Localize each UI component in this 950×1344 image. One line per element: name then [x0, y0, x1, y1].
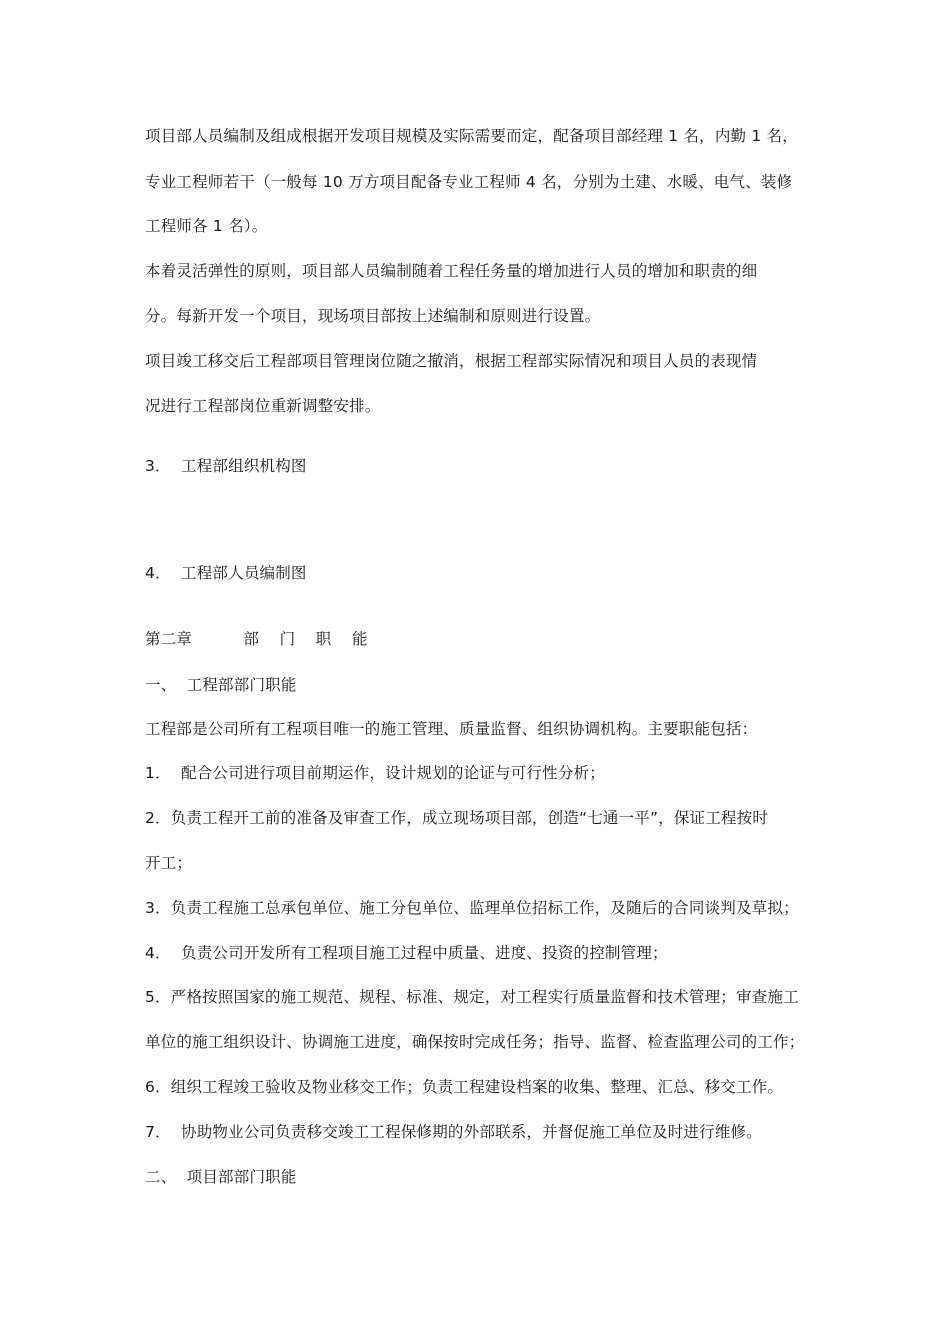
subsection-heading-engineering: 一、 工程部部门职能 — [145, 676, 297, 694]
duty-item-5-line-2: 单位的施工组织设计、协调施工进度，确保按时完成任务；指导、监督、检查监理公司的工作； — [145, 1033, 805, 1051]
paragraph-staffing-line-3: 工程师各 1 名）。 — [145, 217, 268, 235]
subsection-heading-project-dept: 二、 项目部部门职能 — [145, 1168, 297, 1186]
paragraph-flexibility-line-2: 分。每新开发一个项目，现场项目部按上述编制和原则进行设置。 — [145, 307, 601, 325]
duty-item-1: 1． 配合公司进行项目前期运作，设计规划的论证与可行性分析； — [145, 764, 605, 782]
duty-item-2-line-1: 2．负责工程开工前的准备及审查工作，成立现场项目部，创造“七通一平”，保证工程按时 — [145, 809, 769, 827]
duty-item-3: 3．负责工程施工总承包单位、施工分包单位、监理单位招标工作，及随后的合同谈判及草拟； — [145, 899, 799, 917]
section-heading-staffing-chart: 4． 工程部人员编制图 — [145, 564, 307, 582]
paragraph-staffing-line-1: 项目部人员编制及组成根据开发项目规模及实际需要而定，配备项目部经理 1 名，内勤 1 名， — [145, 127, 798, 145]
duty-item-2-line-2: 开工； — [145, 854, 193, 872]
duty-item-5-line-1: 5．严格按照国家的施工规范、规程、标准、规定，对工程实行质量监督和技术管理；审查施工 — [145, 988, 799, 1006]
paragraph-handover-line-2: 况进行工程部岗位重新调整安排。 — [145, 397, 381, 415]
duty-item-7: 7． 协助物业公司负责移交竣工工程保修期的外部联系，并督促施工单位及时进行维修。 — [145, 1123, 762, 1141]
chapter-heading: 第二章 部 门 职 能 — [145, 630, 368, 648]
section-heading-org-chart: 3． 工程部组织机构图 — [145, 457, 307, 475]
duty-item-6: 6．组织工程竣工验收及物业移交工作；负责工程建设档案的收集、整理、汇总、移交工作。 — [145, 1078, 784, 1096]
paragraph-handover-line-1: 项目竣工移交后工程部项目管理岗位随之撤消，根据工程部实际情况和项目人员的表现情 — [145, 352, 758, 370]
paragraph-flexibility-line-1: 本着灵活弹性的原则，项目部人员编制随着工程任务量的增加进行人员的增加和职责的细 — [145, 262, 758, 280]
paragraph-engineering-intro: 工程部是公司所有工程项目唯一的施工管理、质量监督、组织协调机构。主要职能包括： — [145, 720, 758, 738]
duty-item-4: 4． 负责公司开发所有工程项目施工过程中质量、进度、投资的控制管理； — [145, 944, 668, 962]
paragraph-staffing-line-2: 专业工程师若干（一般每 10 万方项目配备专业工程师 4 名，分别为土建、水暖、电气、装修 — [145, 173, 793, 191]
